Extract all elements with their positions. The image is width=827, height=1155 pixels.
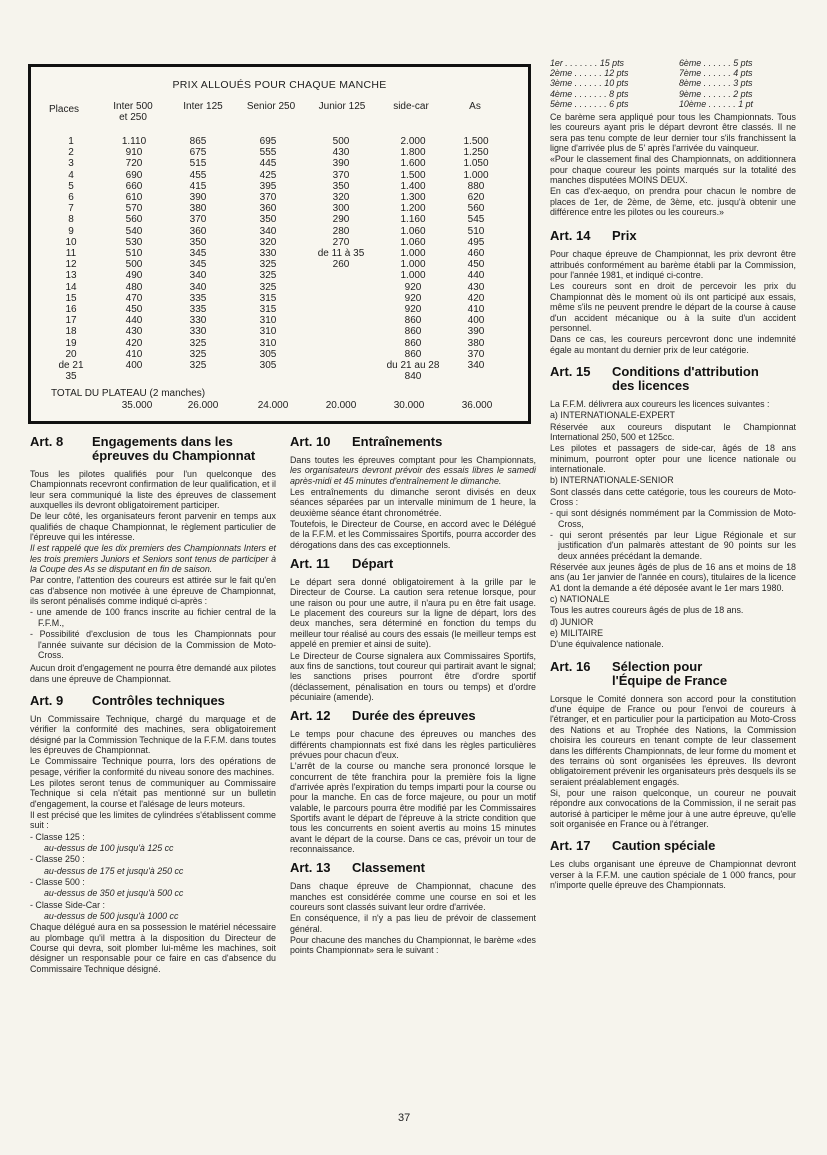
art13-p2: En conséquence, il n'y a pas lieu de prévoir de classement général. bbox=[290, 913, 536, 934]
art9-p3: Les pilotes seront tenus de communiquer au Commissaire Technique si cela n'était pas mentionné sur un bulletin d'engagement, la course et l'alésage de leurs moteurs. bbox=[30, 777, 276, 809]
left-column bbox=[30, 428, 276, 975]
art16-heading bbox=[550, 660, 796, 688]
points-7th: 7ème . . . . . . 4 pts bbox=[679, 68, 753, 79]
art15-b3: - qui seront présentés par leur Ligue Régionale et sur justification d'un palmarès attestant de 90 points sur les deux années précédant la demande. bbox=[550, 530, 796, 561]
inter125-column: 865 675 515 455 415 390 380 370 360 350 345 345 340 340 335 335 330 330 325 325 325 bbox=[189, 136, 207, 372]
points-5th: 5ème . . . . . . . 6 pts bbox=[550, 98, 629, 109]
art8-p4: Par contre, l'attention des coureurs est attirée sur le fait qu'en cas d'absence non motivée à une épreuve de Championnat, ils seront pénalisés comme indiqué ci-après : bbox=[30, 575, 276, 607]
art16-title-2: l'Équipe de France bbox=[612, 672, 728, 688]
points-right bbox=[679, 58, 796, 109]
art15-a: a) INTERNATIONALE-EXPERT bbox=[550, 410, 675, 421]
header-places: Places bbox=[49, 104, 80, 115]
points-left bbox=[550, 58, 667, 109]
art14-p1: Pour chaque épreuve de Championnat, les prix devront être attribués conformément au barème établi par la Commission, pour l'année 1981, et indiqué ci-contre. bbox=[550, 249, 796, 281]
art9-p4: Il est précisé que les limites de cylindrées s'établissent comme suit : bbox=[30, 809, 276, 831]
art13-p1: Dans chaque épreuve de Championnat, chacune des manches est considérée comme une course en soi et les coureurs sont classés suivant leur ordre d'arrivée. bbox=[290, 881, 536, 913]
art13b-p1: Ce barème sera appliqué pour tous les Championnats. Tous les coureurs ayant pris le départ devront être classés. Il ne sera pas tenu compte de leur dernier tour s'ils franchissent la ligne d'arrivée plus de 5' après l'arrivée du vainqueur. bbox=[550, 112, 796, 154]
art11-number: Art. 11 bbox=[290, 556, 330, 572]
art17-number: Art. 17 bbox=[550, 838, 591, 854]
middle-column bbox=[290, 428, 536, 957]
art9-class-125: - Classe 125 : bbox=[30, 831, 85, 842]
junior125-column: 500 430 390 370 350 320 300 290 280 270 de 11 à 35 260 bbox=[317, 136, 365, 271]
points-8th: 8ème . . . . . . 3 pts bbox=[679, 78, 753, 89]
art15-b1: Sont classés dans cette catégorie, tous les coureurs de Moto-Cross : bbox=[550, 486, 796, 507]
art12-title: Durée des épreuves bbox=[352, 708, 476, 724]
art9-class-125-value: au-dessus de 100 jusqu'à 125 cc bbox=[44, 843, 174, 853]
inter500-column: 1.110 910 720 690 660 610 570 560 540 530 510 500 490 480 470 450 440 430 420 410 400 bbox=[121, 136, 147, 372]
art10-heading bbox=[290, 435, 536, 449]
art8-p2: De leur côté, les organisateurs feront parvenir en temps aux qualifiés de chaque Championnat, le règlement particulier de l'épreuve qui les intéresse. bbox=[30, 511, 276, 543]
art15-heading bbox=[550, 365, 796, 393]
places-column: 1 2 3 4 5 6 7 8 9 10 11 12 13 14 15 16 17 18 19 20 de 21 35 bbox=[58, 136, 84, 383]
header-as: As bbox=[469, 101, 481, 112]
art16-p2: Si, pour une raison quelconque, un coureur ne pouvait répondre aux convocations de la Commission, il ne serait pas autorisé à participer le même jour à une autre épreuve, qu'elle soit organisée en France ou à l'étranger. bbox=[550, 787, 796, 829]
art13-number: Art. 13 bbox=[290, 860, 331, 876]
art15-number: Art. 15 bbox=[550, 363, 591, 379]
art10-p3: Toutefois, le Directeur de Course, en accord avec le Délégué de la F.F.M. et les Commissaires Sportifs, pourra accorder des dérogations dans des cas exceptionnels. bbox=[290, 519, 536, 550]
sidecar-column: 2.000 1.800 1.600 1.500 1.400 1.300 1.200 1.160 1.060 1.060 1.000 1.000 1.000 920 920 920 860 860 860 860 du 21 au 28 840 bbox=[386, 136, 440, 383]
points-1st: 1er . . . . . . . 15 pts bbox=[550, 58, 624, 68]
art8-p3: Il est rappelé que les dix premiers des Championnats Inters et les trois premiers Juniors et Seniors sont tenus de participer à la Coupe des As se disputant en fin de saison. bbox=[30, 543, 276, 575]
prize-table-title: PRIX ALLOUÉS POUR CHAQUE MANCHE bbox=[172, 79, 387, 91]
total-inter125: 26.000 bbox=[187, 400, 219, 411]
total-label: TOTAL DU PLATEAU (2 manches) bbox=[51, 388, 206, 399]
art15-p1: La F.F.M. délivrera aux coureurs les licences suivantes : bbox=[550, 398, 770, 409]
art8-p1: Tous les pilotes qualifiés pour l'un quelconque des Championnats recevront confirmation de leur qualification, et il leur sera communiqué la liste des épreuves de classement auxquelles ils devront obligatoirement participer. bbox=[30, 469, 276, 511]
header-inter125: Inter 125 bbox=[183, 101, 223, 112]
art9-class-250: - Classe 250 : bbox=[30, 854, 85, 865]
art13-p3: Pour chacune des manches du Championnat, le barème «des points Championnat» sera le suivant : bbox=[290, 935, 536, 956]
art13-title: Classement bbox=[352, 860, 425, 876]
art15-e1: D'une équivalence nationale. bbox=[550, 639, 664, 650]
art16-p1: Lorsque le Comité donnera son accord pour la constitution d'une équipe de France ou pour l'envoi de coureurs à l'étranger, et en particulier pour la participation au Moto-Cross des Nations et au Trophée des Nations, la Commission choisira les coureurs en tenant compte de leur classement dans les différents Championnats, de leur forme du moment et des terrains où sont organisées les épreuves. Ils devront obligatoirement prévenir les organisateurs près desquels ils se seraient préalablement engagés. bbox=[550, 693, 796, 787]
art9-p5: Chaque délégué aura en sa possession le matériel nécessaire au plombage qu'il mettra à la disposition du Directeur de Course qui devra, soit plomber lui-même les machines, soit désigner un responsable pour ce faire en cas d'absence du Commissaire Technique désigné. bbox=[30, 922, 276, 974]
art8-list-2: - Possibilité d'exclusion de tous les Championnats pour l'année suivante sur décision de la Commission de Moto-Cross. bbox=[30, 629, 276, 660]
points-4th: 4ème . . . . . . . 8 pts bbox=[550, 88, 629, 99]
art11-title: Départ bbox=[352, 556, 394, 572]
art13b-p2: «Pour le classement final des Championnats, on additionnera pour chaque coureur les points marqués sur la totalité des manches disputées MOINS DEUX. bbox=[550, 154, 796, 186]
art12-heading bbox=[290, 709, 536, 723]
art8-p5: Aucun droit d'engagement ne pourra être demandé aux pilotes dans une épreuve de Championnat. bbox=[30, 663, 276, 684]
total-as: 36.000 bbox=[461, 400, 493, 411]
art8-list-1: - une amende de 100 francs inscrite au fichier central de la F.F.M., bbox=[30, 607, 276, 628]
art9-number: Art. 9 bbox=[30, 692, 64, 708]
art15-title-2: des licences bbox=[612, 377, 690, 393]
art17-p1: Les clubs organisant une épreuve de Championnat devront verser à la F.F.M. une caution spéciale de 1 000 francs, pour n'importe quelle épreuve des Championnats. bbox=[550, 859, 796, 890]
art15-b4: Réservée aux jeunes âgés de plus de 16 ans et moins de 18 ans (au 1er janvier de l'année en cours), titulaires de la licence A1 dont la demande a été déposée avant le 1er mars 1980. bbox=[550, 562, 796, 593]
right-column bbox=[550, 58, 796, 891]
art9-p1: Un Commissaire Technique, chargé du marquage et de vérifier la conformité des machines, sera obligatoirement désigné par la Commission Technique de la F.F.M. dans toutes les épreuves de Championnat. bbox=[30, 713, 276, 755]
points-scale bbox=[550, 58, 796, 109]
art9-class-500: - Classe 500 : bbox=[30, 877, 85, 888]
points-6th: 6ème . . . . . . 5 pts bbox=[679, 58, 753, 68]
art16-number: Art. 16 bbox=[550, 658, 591, 674]
total-junior125: 20.000 bbox=[325, 400, 357, 411]
art9-class-500-value: au-dessus de 350 et jusqu'à 500 cc bbox=[44, 888, 184, 899]
art13b-p3: En cas d'ex-aequo, on prendra pour chacun le nombre de places de 1er, de 2ème, de 3ème, etc. jusqu'à obtenir une différence entre les pilotes ou les coureurs.» bbox=[550, 186, 796, 218]
art11-heading bbox=[290, 557, 536, 571]
points-9th: 9ème . . . . . . 2 pts bbox=[679, 88, 753, 99]
art15-a1: Réservée aux coureurs disputant le Championnat International 250, 500 et 125cc. bbox=[550, 421, 796, 442]
art14-number: Art. 14 bbox=[550, 228, 591, 244]
art9-class-250-value: au-dessus de 175 et jusqu'à 250 cc bbox=[44, 865, 184, 876]
header-junior125: Junior 125 bbox=[318, 101, 366, 112]
page-number: 37 bbox=[398, 1112, 411, 1124]
points-3rd: 3ème . . . . . . 10 pts bbox=[550, 78, 629, 89]
points-10th: 10ème . . . . . . 1 pt bbox=[679, 98, 753, 109]
points-2nd: 2ème . . . . . . 12 pts bbox=[550, 68, 629, 79]
as-column: 1.500 1.250 1.050 1.000 880 620 560 545 510 495 460 450 440 430 420 410 400 390 380 370 340 bbox=[463, 136, 489, 372]
art15-a2: Les pilotes et passagers de side-car, âgés de 18 ans minimum, pourront opter pour une licence nationale ou internationale. bbox=[550, 443, 796, 474]
art15-c: c) NATIONALE bbox=[550, 594, 610, 605]
art8-number: Art. 8 bbox=[30, 434, 64, 449]
art14-title: Prix bbox=[612, 228, 637, 244]
total-senior250: 24.000 bbox=[257, 400, 289, 411]
art12-p2: L'arrêt de la course ou manche sera prononcé lorsque le concurrent de tête franchira pour la première fois la ligne d'arrivée après l'expiration du temps imparti pour la course ou pour la manche. En cas de force majeure, ou pour un motif valable, le parcours pourra être modifié par les Commissaires Sportifs avant le départ de l'épreuve à la stricte condition que tous les concurrents en soient avertis au moins 15 minutes avant le départ de la course. Dans ce cas, prévoir un tour de reconnaissance. bbox=[290, 761, 536, 854]
art12-p1: Le temps pour chacune des épreuves ou manches des différents championnats est fixé dans les règles particulières prévues pour chacun d'eux. bbox=[290, 729, 536, 760]
art10-p1-b: les organisateurs devront prévoir des essais libres le samedi après-midi et 45 minutes d'entraînement le dimanche. bbox=[290, 465, 536, 486]
header-senior250: Senior 250 bbox=[246, 101, 296, 112]
art9-class-sidecar: - Classe Side-Car : bbox=[30, 899, 105, 910]
art14-p3: Dans ce cas, les coureurs percevront donc une indemnité égale au montant du dernier prix de leur catégorie. bbox=[550, 334, 796, 355]
art15-e: e) MILITAIRE bbox=[550, 628, 604, 639]
art12-number: Art. 12 bbox=[290, 708, 331, 724]
art15-title-1: Conditions d'attribution bbox=[612, 363, 759, 379]
art9-p2: Le Commissaire Technique pourra, lors des opérations de pesage, vérifier la conformité du niveau sonore des machines. bbox=[30, 756, 276, 777]
art11-p1: Le départ sera donné obligatoirement à la grille par le Directeur de Course. La caution sera retenue lorsque, pour une raison ou pour une autre, il n'aura pu en être fait usage. Le placement des coureurs sur la ligne de départ, lors des deux manches, sera déterminé en fonction du temps du meilleur tour réalisé au cours des essais (le meilleur temps est appelé en premier et ainsi de suite). bbox=[290, 577, 536, 650]
art9-title: Contrôles techniques bbox=[92, 692, 225, 708]
art15-c1: Tous les autres coureurs âgés de plus de 18 ans. bbox=[550, 605, 744, 616]
header-inter500: Inter 500 et 250 bbox=[113, 101, 153, 123]
header-sidecar: side-car bbox=[393, 101, 429, 112]
art10-p2: Les entraînements du dimanche seront divisés en deux séances séparées par un intervalle minimum de 1 heure, la deuxième séance étant chronométrée. bbox=[290, 487, 536, 518]
art9-class-sidecar-value: au-dessus de 500 jusqu'à 1000 cc bbox=[44, 911, 179, 922]
art8-heading bbox=[30, 435, 276, 463]
senior250-column: 695 555 445 425 395 370 360 350 340 320 330 325 325 325 315 315 310 310 310 305 305 bbox=[259, 136, 277, 372]
art10-title: Entraînements bbox=[352, 434, 443, 449]
art10-p1 bbox=[290, 455, 536, 486]
art14-heading bbox=[550, 229, 796, 243]
art15-b: b) INTERNATIONALE-SENIOR bbox=[550, 475, 674, 486]
art15-b2: - qui sont désignés nommément par la Commission de Moto-Cross, bbox=[550, 508, 796, 529]
art10-number: Art. 10 bbox=[290, 434, 331, 449]
art16-title-1: Sélection pour bbox=[612, 658, 703, 674]
art8-title-1: Engagements dans les bbox=[92, 434, 233, 449]
art13-heading bbox=[290, 861, 536, 875]
art8-title-2: épreuves du Championnat bbox=[92, 448, 256, 463]
art14-p2: Les coureurs sont en droit de percevoir les prix du Championnat dès le moment où ils ont participé aux essais, même s'ils ne peuvent prendre le départ de la course à cause d'un accident mécanique ou à la suite d'un accident personnel. bbox=[550, 281, 796, 333]
art9-heading bbox=[30, 694, 276, 708]
art17-heading bbox=[550, 839, 796, 853]
total-sidecar: 30.000 bbox=[393, 400, 425, 411]
art10-p1-a: Dans toutes les épreuves comptant pour les Championnats, bbox=[290, 455, 536, 465]
total-inter500: 35.000 bbox=[121, 400, 153, 411]
art17-title: Caution spéciale bbox=[612, 838, 716, 854]
art11-p2: Le Directeur de Course signalera aux Commissaires Sportifs, aux fins de sanctions, tout coureur qui partirait avant le signal; les sanctions prises pourront être d'ordre sportif (déclassement, pénalisation en tours ou temps) et d'ordre pécuniaire (amende). bbox=[290, 650, 536, 702]
art15-d: d) JUNIOR bbox=[550, 616, 594, 627]
prize-table bbox=[28, 64, 531, 424]
